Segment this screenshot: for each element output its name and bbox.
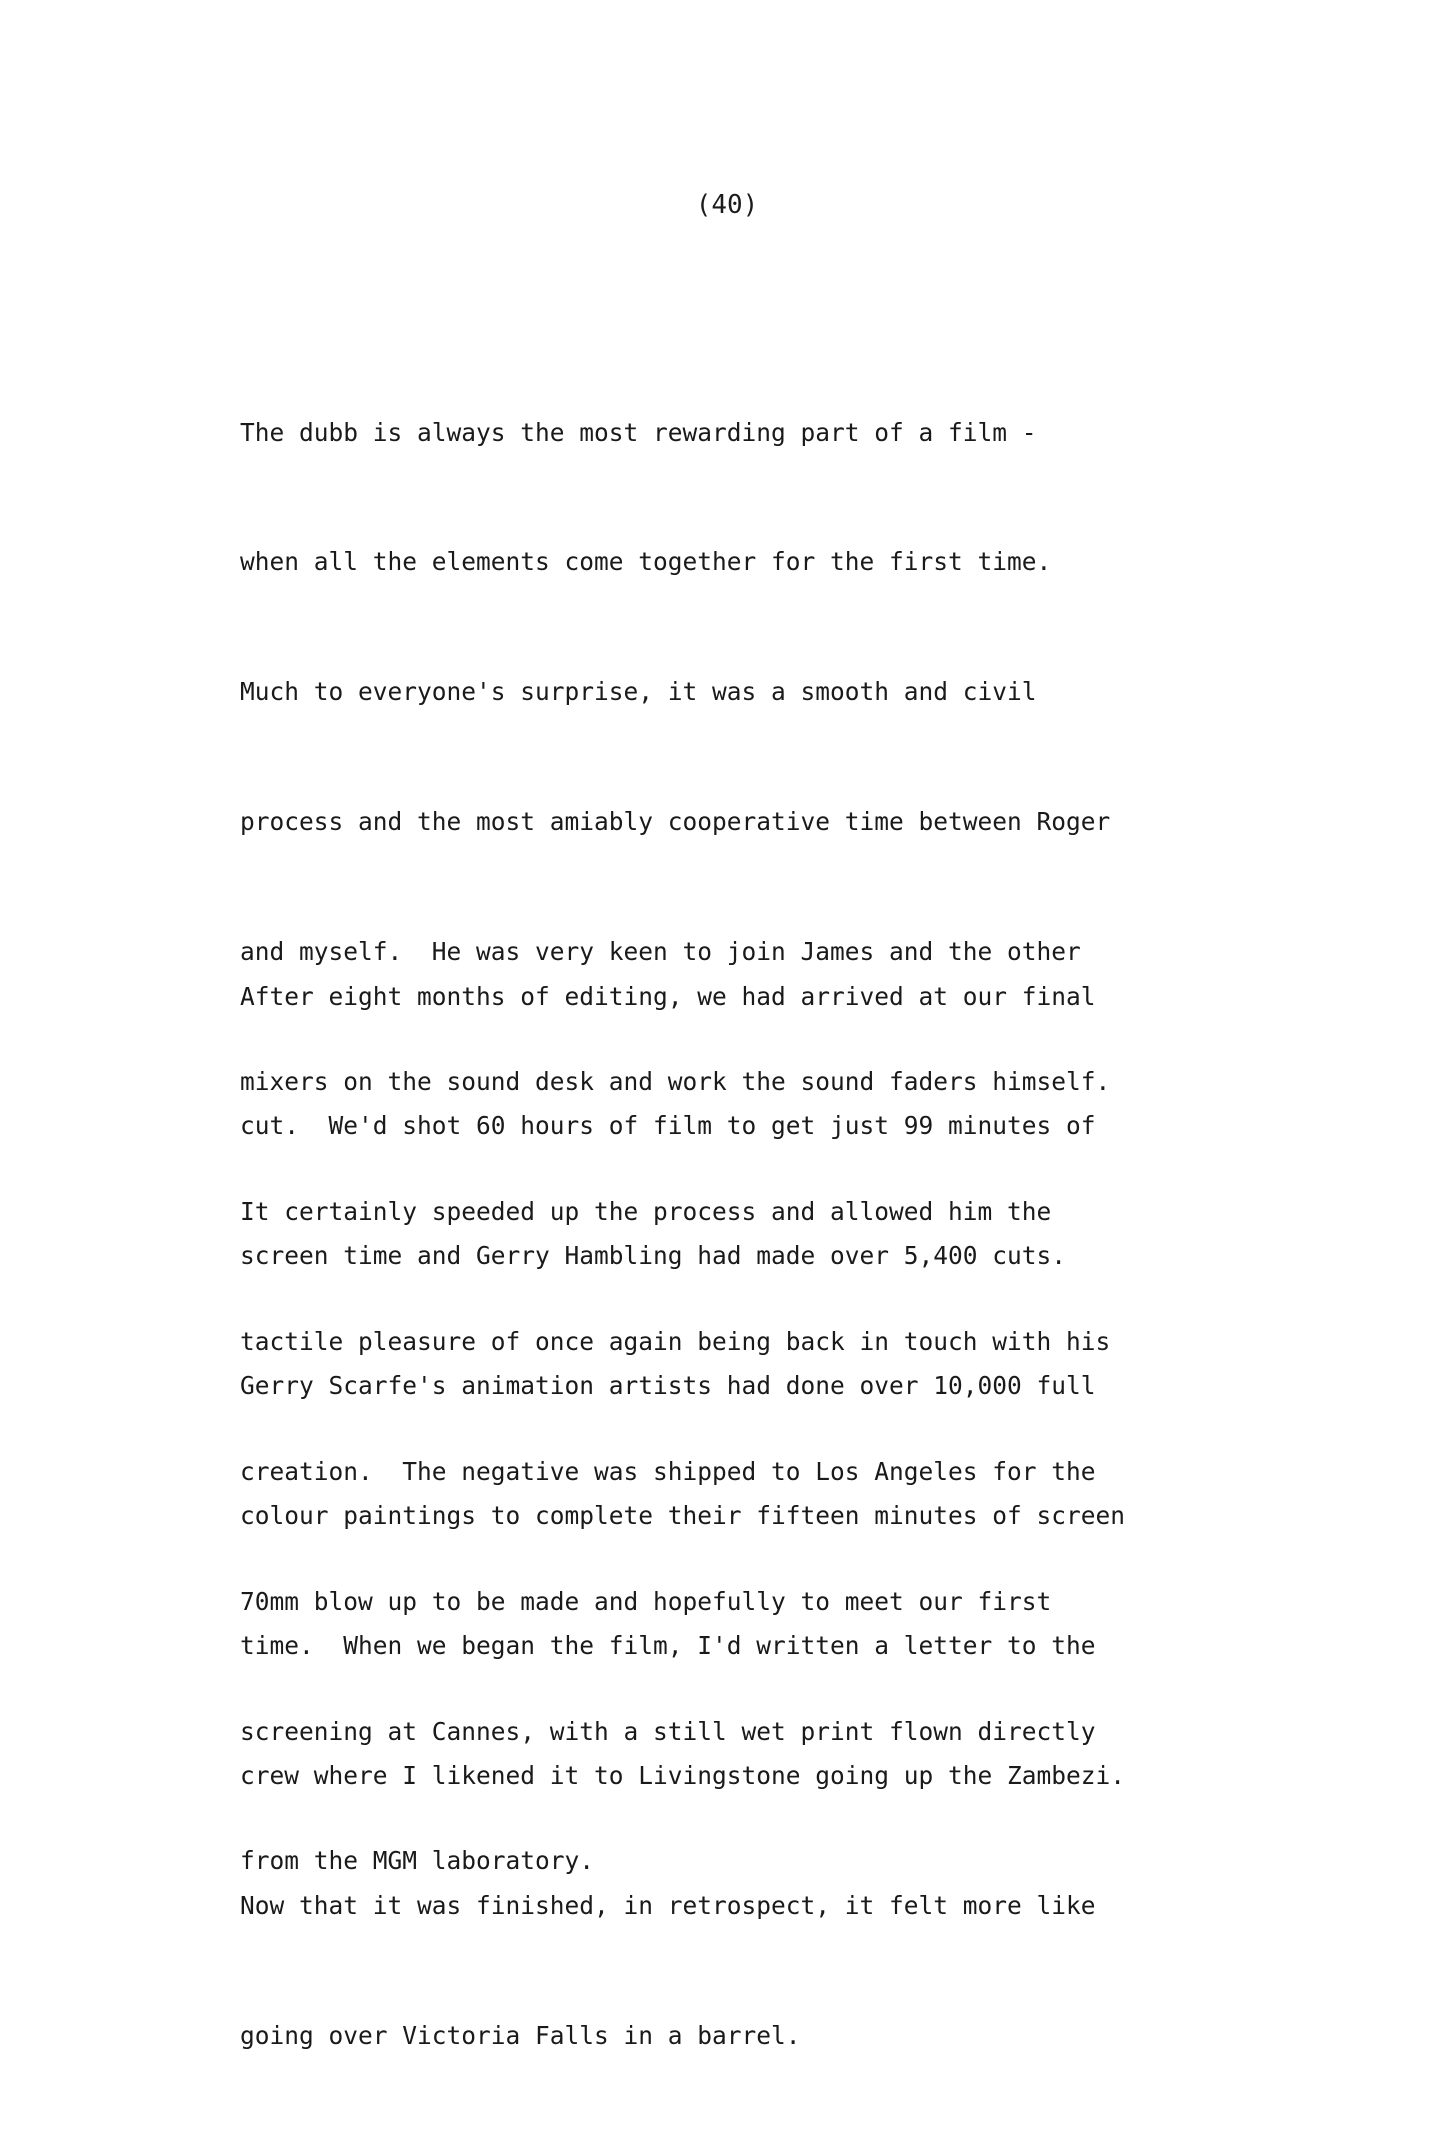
paragraph-line: when all the elements come together for the first time.: [240, 547, 1052, 577]
paragraph-line: from the MGM laboratory.: [240, 1846, 595, 1876]
paragraph-line: screen time and Gerry Hambling had made over 5,400 cuts.: [240, 1241, 1067, 1271]
paragraph-2: [240, 888, 1350, 2144]
paragraph-line: It certainly speeded up the process and allowed him the: [240, 1196, 1052, 1226]
page-number: (40): [695, 190, 759, 220]
paragraph-line: The dubb is always the most rewarding part of a film -: [240, 417, 1037, 447]
paragraph-line: colour paintings to complete their fifteen minutes of screen: [240, 1501, 1126, 1531]
paragraph-line: 70mm blow up to be made and hopefully to meet our first: [240, 1586, 1052, 1616]
paragraph-line: cut. We'd shot 60 hours of film to get just 99 minutes of: [240, 1111, 1096, 1141]
paragraph-line: screening at Cannes, with a still wet print flown directly: [240, 1716, 1096, 1746]
paragraph-line: After eight months of editing, we had arrived at our final: [240, 981, 1096, 1011]
paragraph-line: creation. The negative was shipped to Los Angeles for the: [240, 1456, 1096, 1486]
paragraph-line: Much to everyone's surprise, it was a smooth and civil: [240, 677, 1037, 707]
paragraph-line: crew where I likened it to Livingstone going up the Zambezi.: [240, 1760, 1126, 1790]
paragraph-line: and myself. He was very keen to join James and the other: [240, 937, 1081, 967]
paragraph-line: time. When we began the film, I'd written a letter to the: [240, 1631, 1096, 1661]
paragraph-line: going over Victoria Falls in a barrel.: [240, 2020, 801, 2050]
paragraph-line: Gerry Scarfe's animation artists had done over 10,000 full: [240, 1371, 1096, 1401]
paragraph-line: mixers on the sound desk and work the sound faders himself.: [240, 1067, 1111, 1097]
paragraph-line: Now that it was finished, in retrospect, it felt more like: [240, 1890, 1096, 1920]
paragraph-line: tactile pleasure of once again being back in touch with his: [240, 1326, 1111, 1356]
paragraph-line: process and the most amiably cooperative time between Roger: [240, 807, 1111, 837]
